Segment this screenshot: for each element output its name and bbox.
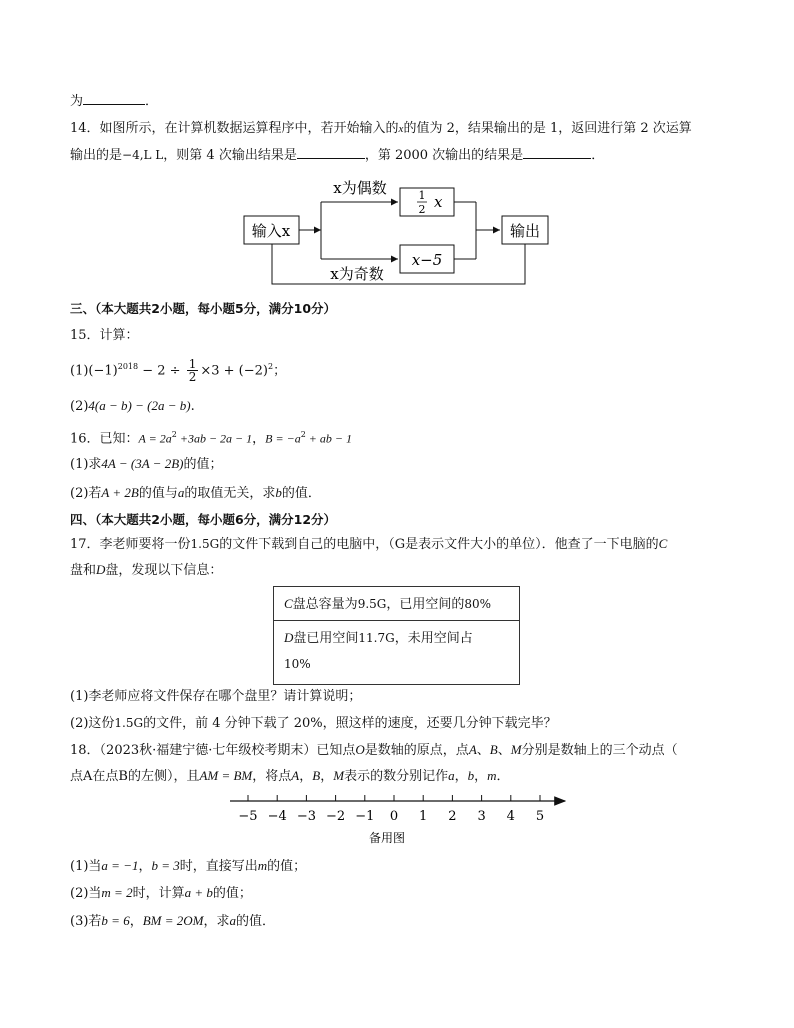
fraction: $\frac{1}{2}$ xyxy=(188,357,197,385)
q17-line1: 17．李老师要将一份1.5G的文件下载到自己的电脑中，（G是表示文件大小的单位）．他查了一下电脑的C xyxy=(70,536,668,552)
q18-part3: (3)若b = 6，BM = 2OM，求a的值． xyxy=(70,913,276,929)
section-4-heading: 四、（本大题共2小题，每小题6分，满分12分） xyxy=(70,512,337,527)
number-line-tick-label: 3 xyxy=(477,809,486,824)
section-3-heading: 三、（本大题共2小题，每小题5分，满分10分） xyxy=(70,301,337,316)
q15-part2: (2)4(a − b) − (2a − b). xyxy=(70,398,195,414)
number-line-tick-label: 0 xyxy=(389,809,399,824)
q14-line2: 输出的是−4,L L，则第 4 次输出结果是 ，第 2000 次输出的结果是 ． xyxy=(70,148,605,163)
q18-line2: 点A在点B的左侧），且AM = BM，将点A，B，M表示的数分别记作a，b，m． xyxy=(70,768,510,784)
even-label: x为偶数 xyxy=(333,179,387,197)
half-variable: x xyxy=(434,193,443,211)
loop-back-line xyxy=(272,244,525,284)
q17-part1: (1)李老师应将文件保存在哪个盘里？请计算说明； xyxy=(70,689,362,704)
input-label: 输入x xyxy=(251,222,291,240)
number-line-tick-label: −3 xyxy=(296,809,316,824)
c-drive-row: C盘总容量为9.5G，已用空间的80% xyxy=(274,587,519,621)
d-drive-row: D盘已用空间11.7G，未用空间占 xyxy=(284,630,473,646)
number-line xyxy=(0,790,794,850)
q15-title: 15．计算： xyxy=(70,328,139,343)
odd-label: x为奇数 xyxy=(330,265,384,283)
half-denominator: 2 xyxy=(418,203,426,216)
disk-info-table xyxy=(273,586,520,685)
q17-line2: 盘和D盘，发现以下信息： xyxy=(70,562,223,578)
q14-line1: 14．如图所示，在计算机数据运算程序中，若开始输入的x的值为 2，结果输出的是 1，返回进行第 2 次运算 xyxy=(70,121,692,136)
q17-part2: (2)这份1.5G的文件，前 4 分钟下载了 20%，照这样的速度，还要几分钟下载完毕？ xyxy=(70,716,557,731)
d-drive-row-cont: 10% xyxy=(284,657,311,671)
number-line-tick-label: −2 xyxy=(326,809,346,824)
minus-five-label: x−5 xyxy=(411,251,443,269)
number-line-tick-label: 5 xyxy=(535,809,545,824)
number-line-tick-label: −1 xyxy=(355,809,375,824)
number-line-caption: 备用图 xyxy=(368,831,406,845)
number-line-tick-label: −4 xyxy=(267,809,287,824)
q13-tail-line: 为 ． xyxy=(70,94,159,109)
program-flowchart xyxy=(0,0,794,300)
q15-part1: $(1)(-1)^{2018} - 2$ ÷ $\frac{1}{2}$ $\times 3 + (-2)^2$； xyxy=(70,357,287,385)
number-line-tick-label: 2 xyxy=(448,809,457,824)
q16-part1: (1)求4A − (3A − 2B)的值； xyxy=(70,456,223,472)
q18-part2: (2)当m = 2时，计算a + b的值； xyxy=(70,885,252,901)
output-label: 输出 xyxy=(509,222,541,240)
q16-part2: (2)若A + 2B的值与a的取值无关，求b的值． xyxy=(70,485,321,501)
q18-part1: (1)当a = −1，b = 3时，直接写出m的值； xyxy=(70,858,307,874)
number-line-tick-label: −5 xyxy=(238,809,258,824)
q18-line1: 18．（2023秋·福建宁德·七年级校考期末）已知点O是数轴的原点，点A、B、M分别是数轴上的三个动点（ xyxy=(70,742,678,758)
q16-given: 16．已知：$A = 2a^2 +3ab - 2a - 1$，$B = -a^2$ + ab − 1 xyxy=(70,430,352,447)
half-numerator: 1 xyxy=(418,189,426,202)
number-line-tick-label: 1 xyxy=(419,809,428,824)
number-line-tick-label: 4 xyxy=(506,809,515,824)
